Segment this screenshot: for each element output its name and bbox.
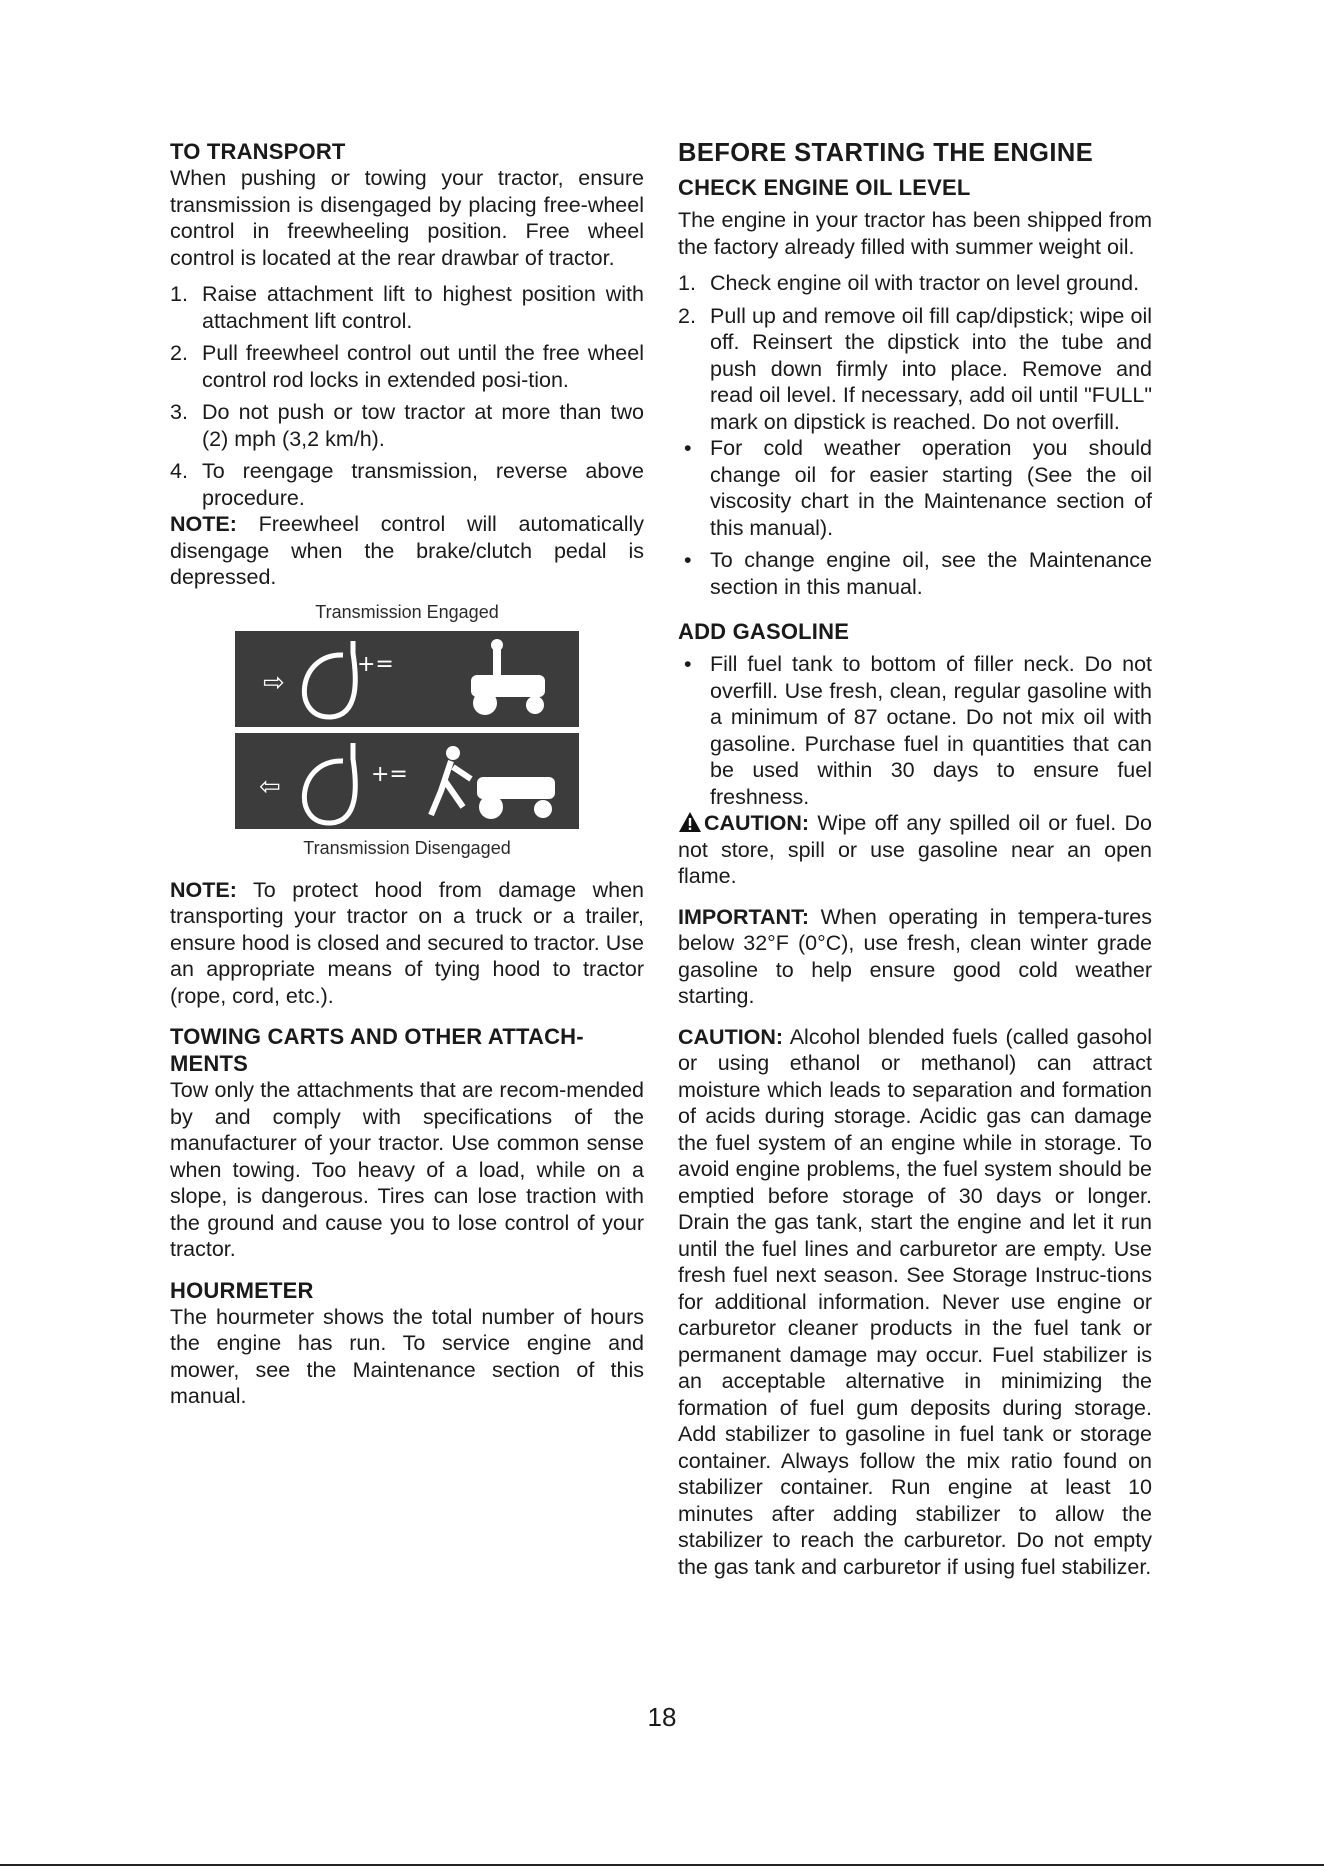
plus-equals-symbol: += bbox=[357, 651, 394, 677]
towing-text: Tow only the attachments that are recom-mended by and comply with specifications of the manufacturer of your tractor. Use common sense when towing. Too heavy of a load, while on a slope, is dangerous. Tires can lose traction with the ground and cause you to lose control of your tractor. bbox=[170, 1078, 644, 1261]
transport-note: NOTE: Freewheel control will automatically disengage when the brake/clutch pedal is depressed. bbox=[170, 512, 644, 589]
oil-step: 1. Check engine oil with tractor on level ground. bbox=[678, 271, 1140, 295]
hourmeter-text: The hourmeter shows the total number of hours the engine has run. To service engine and mower, see the Maintenance section of this manual. bbox=[170, 1304, 644, 1408]
oil-steps bbox=[678, 270, 1152, 435]
caution-alcohol: CAUTION: Alcohol blended fuels (called gasohol or using ethanol or methanol) can attract moisture which leads to separation and formation of acids during storage. Acidic gas can damage the fuel system of an engine while in storage. To avoid engine problems, the fuel system should be emptied before storage of 30 days or longer. Drain the gas tank, start the engine and let it run until the fuel lines and carburetor are empty. Use fresh fuel next season. See Storage Instruc-tions for additional information. Never use engine or carburetor cleaner products in the fuel tank or permanent damage may occur. Fuel stabilizer is an acceptable alternative in minimizing the formation of fuel gum deposits during storage. Add stabilizer to gasoline in fuel tank or storage container. Always follow the mix ratio found on stabilizer container. Run engine at least 10 minutes after adding stabilizer to allow the stabilizer to reach the carburetor. Do not empty the gas tank and carburetor if using fuel stabilizer. bbox=[678, 1024, 1152, 1579]
disengaged-panel bbox=[235, 733, 579, 829]
before-starting-heading: BEFORE STARTING THE ENGINE bbox=[678, 139, 1094, 167]
plus-equals-symbol: += bbox=[371, 761, 408, 787]
gas-bullets bbox=[678, 651, 1152, 810]
arrow-right-icon: ⇨ bbox=[263, 667, 285, 698]
arrow-left-icon: ⇦ bbox=[259, 771, 281, 802]
gas-bullet: • Fill fuel tank to bottom of filler neck. Do not overfill. Use fresh, clean, regular gasoline with a minimum of 87 octane. Do not mix oil with gasoline. Purchase fuel in quantities that can be used within 30 days to ensure fuel freshness. bbox=[684, 652, 1152, 809]
oil-bullet: • For cold weather operation you should change oil for easier starting (See the oil viscosity chart in the Maintenance section of this manual). bbox=[684, 436, 1152, 540]
bottom-rule bbox=[0, 1864, 1324, 1866]
transport-intro: When pushing or towing your tractor, ensure transmission is disengaged by placing free-wheel control in freewheeling position. Free wheel control is located at the rear drawbar of tractor. bbox=[170, 166, 644, 270]
oil-bullet: • To change engine oil, see the Maintenance section in this manual. bbox=[684, 548, 1152, 599]
add-gasoline-heading: ADD GASOLINE bbox=[678, 619, 850, 644]
hourmeter-heading: HOURMETER bbox=[170, 1277, 314, 1303]
transport-heading: TO TRANSPORT bbox=[170, 139, 346, 164]
caution-spill: CAUTION: Wipe off any spilled oil or fuel. Do not store, spill or use gasoline near an open flame. bbox=[678, 811, 1152, 888]
check-oil-intro: The engine in your tractor has been shipped from the factory already filled with summer weight oil. bbox=[678, 208, 1152, 259]
transmission-figure bbox=[235, 631, 579, 829]
transport-step: 3. Do not push or tow tractor at more than two (2) mph (3,2 km/h). bbox=[170, 400, 644, 451]
check-oil-heading: CHECK ENGINE OIL LEVEL bbox=[678, 175, 971, 200]
figure-caption-disengaged: Transmission Disengaged bbox=[303, 837, 511, 858]
transport-step: 2. Pull freewheel control out until the free wheel control rod locks in extended posi-tion. bbox=[170, 341, 644, 392]
engaged-panel bbox=[235, 631, 579, 727]
figure-caption-engaged: Transmission Engaged bbox=[315, 601, 499, 622]
hood-note: NOTE: To protect hood from damage when transporting your tractor on a truck or a trailer, ensure hood is closed and secured to tractor. Use an appropriate means of tying hood to tractor (rope, cord, etc.). bbox=[170, 877, 644, 1008]
transport-step: 4. To reengage transmission, reverse above procedure. bbox=[170, 459, 644, 510]
page-number: 18 bbox=[647, 1702, 677, 1732]
towing-heading: TOWING CARTS AND OTHER ATTACH-MENTS bbox=[170, 1024, 584, 1076]
oil-step: 2. Pull up and remove oil fill cap/dipstick; wipe oil off. Reinsert the dipstick into the tube and push down firmly into place. Remove and read oil level. If necessary, add oil until "FULL" mark on dipstick is reached. Do not overfill. bbox=[678, 303, 1152, 434]
warning-icon bbox=[678, 811, 702, 833]
right-column bbox=[678, 138, 1152, 1580]
transport-step: 1. Raise attachment lift to highest position with attachment lift control. bbox=[170, 282, 644, 333]
oil-bullets bbox=[678, 435, 1152, 600]
transport-steps bbox=[170, 281, 644, 511]
important-note: IMPORTANT: When operating in tempera-tures below 32°F (0°C), use fresh, clean winter grade gasoline to help ensure good cold weather starting. bbox=[678, 904, 1152, 1008]
left-column bbox=[170, 138, 644, 1410]
